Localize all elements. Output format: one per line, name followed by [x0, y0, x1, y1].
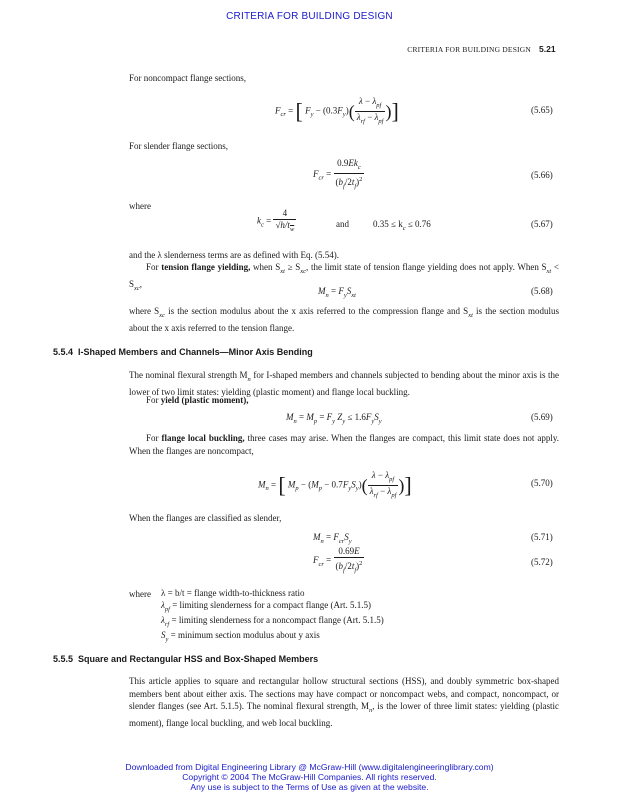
page-number: 5.21: [539, 44, 556, 54]
footer-download-link[interactable]: Downloaded from Digital Engineering Library @ McGraw-Hill (www.digitalengineeringlibrary.com): [125, 762, 494, 772]
equation-number: (5.67): [531, 219, 553, 229]
paragraph-lambda: and the λ slenderness terms are as defined with Eq. (5.54).: [129, 250, 340, 260]
footer-copyright: Copyright © 2004 The McGraw-Hill Companies. All rights reserved.: [182, 772, 437, 782]
equation-5-65: $F_{cr}$ = [ $F_y - (0.3F_y)$( $\frac{\lambda - \lambda_{pf}}{\lambda_{rf} - \lambda_{pf}}$ )]: [275, 96, 399, 125]
paragraph-slender: For slender flange sections,: [129, 141, 228, 151]
paragraph-slender-flanges: When the flanges are classified as slender,: [129, 513, 282, 523]
equation-5-68: $M_n = F_yS_{xt}$: [318, 286, 356, 299]
definition-sy: $S_y$ = minimum section modulus about y axis: [161, 630, 320, 643]
definition-lambda-pf: $\lambda_{pf}$ = limiting slenderness for a compact flange (Art. 5.1.5): [161, 599, 371, 613]
paragraph-section-modulus: where $S_{xc}$ is the section modulus about the x axis referred to the compression flange and $S_{xt}$ is the section modulus about the x axis referred to the tension flange.: [129, 306, 560, 334]
where-definitions: [161, 588, 384, 645]
footer-terms: Any use is subject to the Terms of Use as given at the website.: [190, 782, 429, 792]
paragraph-hss: This article applies to square and rectangular hollow structural sections (HSS), and doubly symmetric box-shaped members bent about either axis. The sections may have compact or noncompact webs, and compact, noncompact, or slender flanges (see Art. 5.1.5). The nominal flexural strength, $M_n$, is the lower of three limit states: yielding (plastic moment), flange local buckling, and web local buckling.: [129, 676, 559, 729]
equation-5-70: $M_n$ = [ $M_p - (M_p - 0.7F_yS_y)$( $\frac{\lambda - \lambda_{pf}}{\lambda_{rf} - \lambda_{pf}}$ )]: [258, 470, 412, 499]
equation-number: (5.71): [531, 532, 553, 542]
equation-5-69: $M_n = M_p = F_y$ $Z_y \le 1.6F_yS_y$: [286, 412, 382, 425]
definition-lambda: λ = b/t = flange width-to-thickness ratio: [161, 588, 305, 598]
section-heading-5-5-5: 5.5.5 Square and Rectangular HSS and Box-Shaped Members: [53, 654, 319, 664]
equation-number: (5.66): [531, 170, 553, 180]
equation-5-67: $k_c$ = $\frac{4}{√h/t_w}$: [257, 208, 295, 233]
equation-number: (5.68): [531, 286, 553, 296]
and-word: and: [336, 219, 349, 229]
download-footer: [0, 762, 619, 792]
equation-5-72: $F_{cr}$ = $\frac{0.69E}{(b_f/2t_f)^2}$: [313, 546, 363, 574]
where-label: where: [129, 589, 151, 599]
equation-number: (5.69): [531, 412, 553, 422]
equation-5-66: $F_{cr}$ = $\frac{0.9Ek_c}{(b_f/2t_f)^2}$: [313, 158, 363, 190]
page-banner: CRITERIA FOR BUILDING DESIGN: [226, 11, 393, 22]
equation-number: (5.72): [531, 557, 553, 567]
section-heading-5-5-4: 5.5.4 I-Shaped Members and Channels—Minor Axis Bending: [53, 347, 313, 357]
definition-lambda-rf: $\lambda_{rf}$ = limiting slenderness for a noncompact flange (Art. 5.1.5): [161, 614, 384, 628]
paragraph-tension-flange: For tension flange yielding, when $S_{xt} \ge S_{xc}$, the limit state of tension flange yielding does not apply. When $S_{xt} < S_{xc}$,: [129, 262, 559, 293]
kc-range: $0.35 \le k_c \le 0.76$: [373, 219, 431, 232]
paragraph-noncompact: For noncompact flange sections,: [129, 73, 246, 83]
paragraph-flange-local-buckling: For flange local buckling, three cases may arise. When the flanges are compact, this limit state does not apply. When the flanges are noncompact,: [129, 433, 559, 456]
equation-number: (5.65): [531, 105, 553, 115]
paragraph-minor-axis: The nominal flexural strength $M_n$ for I-shaped members and channels subjected to bending about the minor axis is the lower of two limit states: yielding (plastic moment) and flange local buckling.: [129, 370, 559, 398]
running-head: CRITERIA FOR BUILDING DESIGN: [407, 45, 531, 54]
equation-number: (5.70): [531, 478, 553, 488]
equation-5-71: $M_n = F_{cr}S_y$: [313, 532, 352, 545]
paragraph-yield: For yield (plastic moment),: [146, 395, 249, 405]
paragraph-where: where: [129, 201, 151, 211]
